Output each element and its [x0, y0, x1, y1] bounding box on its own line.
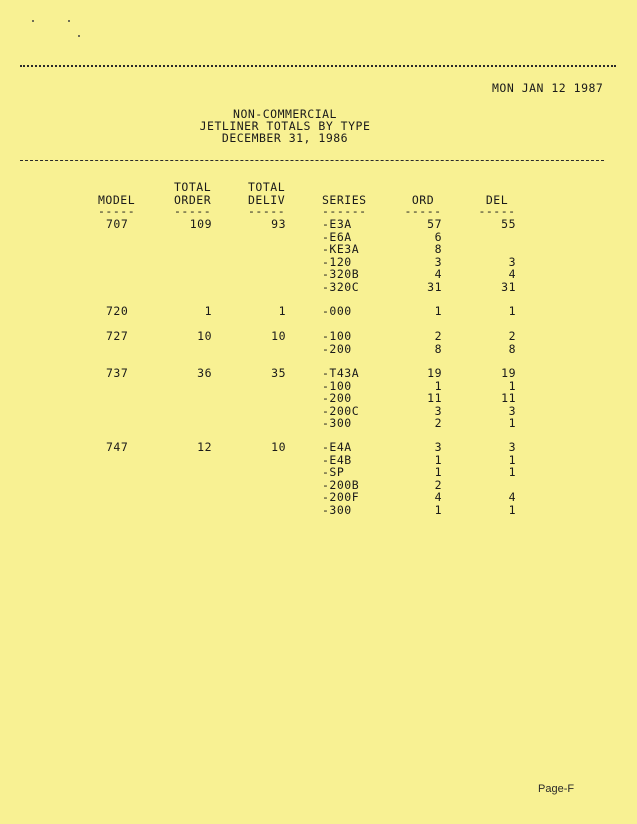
series-cell: -200: [322, 341, 352, 356]
del-cell: 1: [508, 304, 516, 318]
report-title-line-3: DECEMBER 31, 1986: [221, 131, 349, 145]
total-deliv-cell: 10: [271, 329, 286, 343]
series-cell: -300: [322, 502, 352, 517]
ord-cell: 3: [434, 440, 442, 454]
del-cell: 1: [508, 502, 516, 517]
del-cell: 4: [508, 267, 516, 281]
page-label: Page-F: [538, 783, 575, 795]
del-cell: 19: [501, 366, 516, 380]
series-cell: -100: [322, 378, 352, 393]
total-deliv-cell: 35: [271, 366, 286, 380]
header-total-order-line-1: TOTAL: [174, 180, 212, 194]
ord-cell: 3: [434, 403, 442, 418]
series-cell: -E6A: [322, 229, 352, 244]
ord-cell: 2: [434, 477, 442, 492]
series-cell: -300: [322, 416, 352, 430]
ord-cell: 4: [434, 267, 442, 281]
del-cell: 3: [508, 440, 516, 454]
ord-cell: 19: [427, 366, 442, 380]
ord-cell: 1: [434, 502, 442, 517]
del-cell: 55: [501, 217, 516, 231]
header-del-underline: -----: [478, 204, 516, 218]
model-cell: 720: [106, 304, 129, 318]
ord-cell: 31: [427, 279, 442, 294]
ord-cell: 1: [434, 304, 442, 318]
series-cell: -120: [322, 254, 352, 269]
scan-speck: [68, 20, 70, 22]
ord-cell: 8: [434, 242, 442, 256]
header-ord-underline: -----: [404, 204, 442, 218]
series-cell: -200B: [322, 477, 360, 492]
header-total-deliv-underline: -----: [248, 204, 286, 218]
scan-speck: [78, 35, 80, 37]
model-cell: 737: [106, 366, 129, 380]
series-cell: -200C: [322, 403, 360, 418]
del-cell: 1: [508, 452, 516, 467]
ord-cell: 1: [434, 452, 442, 467]
header-total-order-underline: -----: [174, 204, 212, 218]
total-deliv-cell: 10: [271, 440, 286, 454]
series-cell: -320C: [322, 279, 360, 294]
total-deliv-cell: 93: [271, 217, 286, 231]
ord-cell: 6: [434, 229, 442, 244]
series-cell: -200F: [322, 490, 360, 504]
ord-cell: 57: [427, 217, 442, 231]
header-del-line-2: DEL: [485, 192, 509, 207]
header-total-deliv-line-2: DELIV: [248, 192, 286, 207]
report-title-line-1: NON-COMMERCIAL: [233, 107, 337, 121]
model-cell: 707: [106, 217, 129, 231]
ord-cell: 1: [434, 378, 442, 393]
series-cell: -E4B: [322, 452, 352, 467]
series-cell: -320B: [322, 267, 360, 281]
ord-cell: 2: [434, 416, 442, 430]
ord-cell: 11: [427, 391, 442, 405]
series-cell: -000: [322, 304, 352, 318]
del-cell: 1: [508, 465, 516, 479]
header-ord-line-2: ORD: [411, 192, 435, 207]
ord-cell: 2: [434, 329, 442, 343]
ord-cell: 8: [434, 341, 442, 356]
model-cell: 747: [106, 440, 129, 454]
del-cell: 8: [508, 341, 516, 356]
series-cell: -T43A: [322, 366, 360, 380]
model-cell: 727: [106, 329, 129, 343]
del-cell: 1: [508, 378, 516, 393]
total-order-cell: 12: [197, 440, 212, 454]
header-series-line-2: SERIES: [322, 192, 367, 207]
del-cell: 3: [508, 254, 516, 269]
del-cell: 4: [508, 490, 516, 504]
del-cell: 31: [501, 279, 516, 294]
header-series-underline: ------: [322, 204, 367, 218]
header-model-underline: -----: [98, 204, 136, 218]
series-cell: -E4A: [322, 440, 352, 454]
report-title-line-2: JETLINER TOTALS BY TYPE: [199, 119, 371, 133]
total-order-cell: 1: [204, 304, 212, 318]
series-cell: -SP: [322, 465, 345, 479]
ord-cell: 1: [434, 465, 442, 479]
report-date: MON JAN 12 1987: [492, 81, 604, 95]
series-cell: -100: [322, 329, 352, 343]
header-total-deliv-line-1: TOTAL: [248, 180, 286, 194]
del-cell: 2: [508, 329, 516, 343]
dashed-separator: [20, 160, 604, 161]
series-cell: -E3A: [322, 217, 352, 231]
del-cell: 3: [508, 403, 516, 418]
dotted-separator: [20, 65, 616, 67]
header-model-line-2: MODEL: [98, 192, 136, 207]
total-order-cell: 10: [197, 329, 212, 343]
ord-cell: 4: [434, 490, 442, 504]
header-total-order-line-2: ORDER: [174, 192, 212, 207]
del-cell: 11: [501, 391, 516, 405]
total-deliv-cell: 1: [278, 304, 286, 318]
ord-cell: 3: [434, 254, 442, 269]
series-cell: -KE3A: [322, 242, 360, 256]
scan-speck: [32, 20, 34, 22]
total-order-cell: 36: [197, 366, 212, 380]
total-order-cell: 109: [189, 217, 212, 231]
series-cell: -200: [322, 391, 352, 405]
del-cell: 1: [508, 416, 516, 430]
